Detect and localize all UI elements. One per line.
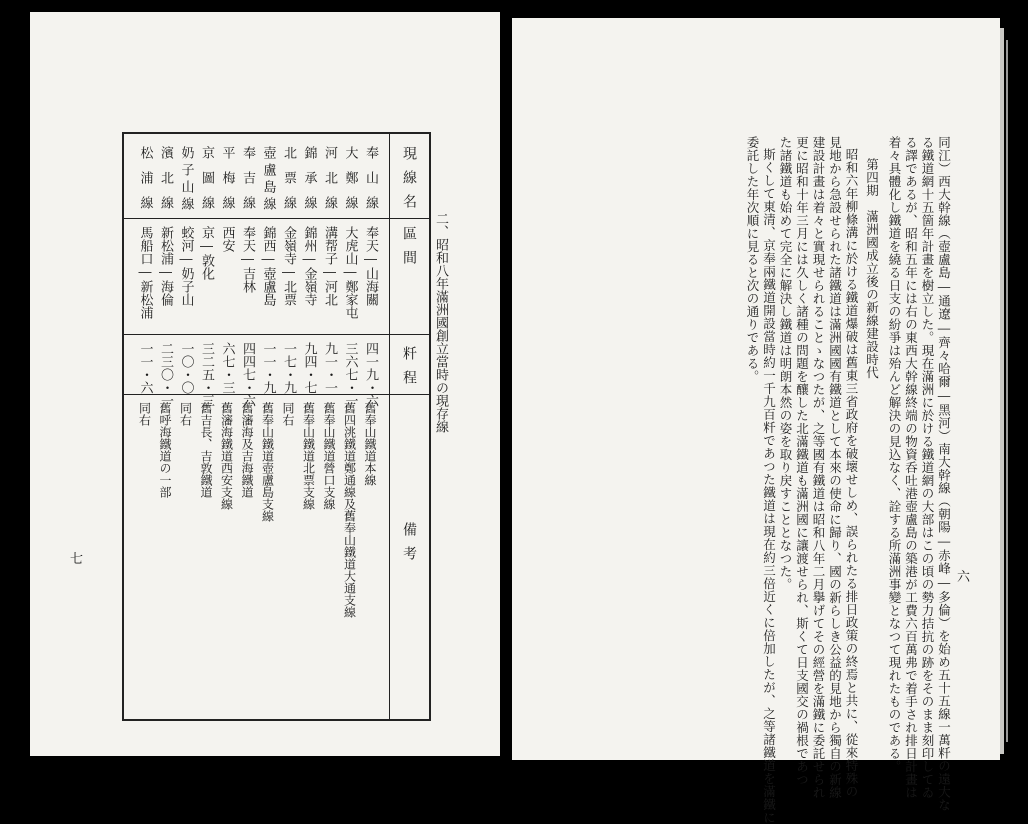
cell-line: 奶子山線 — [178, 146, 194, 214]
cell-length: 四四七・六 — [240, 342, 255, 407]
cell-length: 一一・九 — [260, 342, 276, 394]
text-line: る鐵道網十五箇年計畫を樹立した。現在滿洲に於ける鐵道網の大部はこの頃の勢力拮抗の跡をそのまま刻印してゐ — [920, 136, 935, 799]
cell-length: 一〇・〇 — [178, 342, 194, 394]
cell-line: 奉吉線 — [240, 146, 255, 221]
text-line: 委託した年次順に見ると次の通りである。 — [745, 136, 760, 383]
text-line: 同江）西大幹線（壺盧島―通遼―齊々哈爾―黑河）南大幹線（朝陽―赤峰―多倫）を始め五十五線一萬粁の遠大な — [936, 136, 952, 812]
cell-length: 九四・七 — [301, 342, 317, 394]
cell-remark: 舊呼海鐵道の一部 — [158, 402, 172, 498]
header-divider — [389, 134, 390, 719]
cell-line: 錦承線 — [301, 146, 317, 221]
cell-section: 西安 — [219, 226, 235, 252]
railway-table — [122, 132, 431, 721]
cell-section: 金嶺寺―北票 — [281, 226, 296, 306]
text-line: 見地から急設せられた諸鐵道は滿洲國國有鐵道として本來の使命に歸り、國の新らしき公益的見地から獨自の新線 — [827, 136, 843, 799]
text-line: 斯くして東清、京奉兩鐵道開設當時約一千九百粁であつた鐵道は現在約三倍近くに倍加したが、之等諸鐵道を滿鐵に — [761, 148, 777, 824]
header-section: 區間 — [401, 226, 417, 274]
cell-section: 新松浦―海倫 — [158, 226, 173, 306]
cell-remark: 舊四洮鐵道鄭通線及舊奉山鐵道大通支線 — [342, 402, 357, 618]
page-number-right: 六 — [957, 570, 971, 585]
header-line-name: 現線名 — [401, 146, 417, 218]
text-line: 昭和六年柳條溝に於ける鐵道爆破は舊東三省政府を破壞せしめ、誤られたる排日政策の終焉と共に、從來特殊の — [844, 148, 859, 798]
left-page — [30, 12, 500, 756]
cell-section: 奉天―吉林 — [240, 226, 255, 293]
cell-length: 三六七・一 — [342, 342, 358, 407]
rule-section-length — [124, 334, 429, 335]
cell-section: 大虎山―鄭家屯 — [342, 226, 358, 319]
cell-remark: 舊吉長、吉敦鐵道 — [199, 402, 213, 498]
cell-line: 河北線 — [322, 146, 337, 221]
cell-section: 京―敦化 — [199, 226, 214, 280]
cell-section: 蛟河―奶子山 — [178, 226, 194, 306]
cell-remark: 舊奉山鐵道本線 — [363, 402, 377, 486]
cell-length: 六七・三 — [219, 342, 235, 394]
section-heading: 第四期 滿洲國成立後の新線建設時代 — [864, 158, 880, 379]
cell-remark: 舊瀋海鐵道西安支線 — [219, 402, 234, 510]
page-number-left: 七 — [70, 552, 84, 567]
cell-line: 壺盧島線 — [260, 146, 276, 214]
text-line: た諸鐵道も始めて完全に解決し鐵道は明朗本然の姿を取り戻すこととなつた。 — [778, 136, 793, 591]
cell-section: 錦州―金嶺寺 — [301, 226, 317, 306]
header-length: 粁程 — [401, 346, 417, 394]
header-remark: 備考 — [401, 522, 417, 570]
text-line: 着々具體化し鐵道を繞る日支の紛爭は殆んど解決の見込なく、詮する所滿洲事變となつて現れたものである。 — [887, 136, 902, 773]
cell-remark: 舊奉山鐵道營口支線 — [322, 402, 336, 510]
cell-remark: 舊奉山鐵道壺盧島支線 — [260, 402, 275, 522]
cell-length: 二三〇・一 — [158, 342, 173, 407]
cell-remark: 舊瀋海及吉海鐵道 — [240, 402, 254, 498]
cell-remark: 同右 — [178, 402, 193, 426]
cell-line: 大鄭線 — [342, 146, 358, 221]
cell-length: 三二五・三 — [199, 342, 214, 407]
page-edge — [1000, 28, 1004, 754]
cell-line: 奉山線 — [363, 146, 378, 221]
cell-remark: 同右 — [137, 402, 152, 426]
cell-line: 京圖線 — [199, 146, 214, 221]
text-line: 建設計畫は着々と實現せられることゝなつたが、之等國有鐵道は昭和八年二月擧げてその經營を滿鐵に委託せられ — [811, 136, 826, 799]
cell-section: 溝帮子―河北 — [322, 226, 337, 306]
cell-section: 錦西―壺盧島 — [260, 226, 276, 306]
text-line: る譯であるが、昭和五年には右の東西大幹線終端の物資呑吐港壺盧島の築港が工費六百萬弗で着手され排日計畫は — [903, 136, 919, 799]
page-edge — [1006, 40, 1008, 742]
cell-length: 四一九・六 — [363, 342, 378, 407]
text-line: 更に昭和十年三月には久しく諸種の問題を釀した北滿鐵道も滿洲國に讓渡せられ、斯くて日支國交の禍根であつ — [794, 136, 810, 786]
cell-line: 松浦線 — [137, 146, 153, 221]
table-caption: 二、昭和八年滿洲國創立當時の現存線 — [433, 212, 448, 433]
cell-length: 一七・九 — [281, 342, 296, 394]
cell-line: 平梅線 — [219, 146, 235, 221]
right-page — [512, 18, 1000, 824]
cell-length: 一一・六 — [137, 342, 153, 394]
cell-section: 奉天―山海關 — [363, 226, 378, 306]
cell-line: 北票線 — [281, 146, 296, 221]
cell-section: 馬船口―新松浦 — [137, 226, 153, 319]
cell-remark: 同右 — [281, 402, 295, 426]
cell-length: 九一・一 — [322, 342, 337, 394]
cell-remark: 舊奉山鐵道北票支線 — [301, 402, 316, 510]
cell-line: 濱北線 — [158, 146, 173, 221]
